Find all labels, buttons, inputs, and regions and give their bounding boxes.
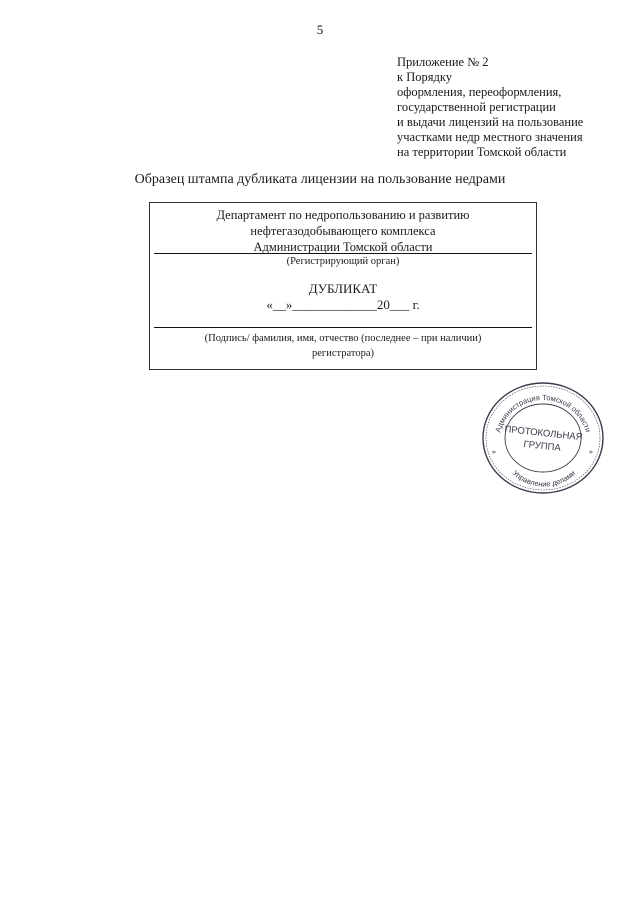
signature-rule bbox=[154, 327, 532, 328]
page-number: 5 bbox=[316, 22, 324, 37]
department-line: Администрации Томской области bbox=[253, 240, 433, 254]
seal-inner-line-2: ГРУППА bbox=[522, 439, 562, 454]
annex-line: к Порядку bbox=[397, 70, 452, 84]
annex-line: государственной регистрации bbox=[397, 100, 556, 114]
svg-text:*: * bbox=[492, 449, 496, 458]
document-title: Образец штампа дубликата лицензии на пользование недрами bbox=[134, 172, 506, 187]
annex-line: участками недр местного значения bbox=[397, 130, 583, 144]
seal-inner-line-1: ПРОТОКОЛЬНАЯ bbox=[503, 423, 584, 444]
annex-line: и выдачи лицензий на пользование bbox=[397, 115, 584, 129]
official-seal bbox=[479, 378, 607, 496]
annex-line: Приложение № 2 bbox=[397, 55, 489, 69]
date-line: «__»_____________20___ г. bbox=[266, 297, 420, 312]
department-name bbox=[150, 207, 536, 255]
seal-outer-text-bottom: Управление делами bbox=[510, 468, 578, 489]
annex-line: на территории Томской области bbox=[397, 145, 567, 159]
annex-line: оформления, переоформления, bbox=[397, 85, 562, 99]
department-line: нефтегазодобывающего комплекса bbox=[250, 224, 436, 238]
signature-caption-line: регистратора) bbox=[312, 348, 374, 359]
annex-reference bbox=[397, 55, 632, 160]
signature-caption-line: (Подпись/ фамилия, имя, отчество (последнее – при наличии) bbox=[204, 333, 482, 344]
registering-body-rule bbox=[154, 253, 532, 254]
duplicate-label: ДУБЛИКАТ bbox=[308, 281, 378, 296]
registering-body-caption: (Регистрирующий орган) bbox=[286, 256, 400, 267]
svg-text:*: * bbox=[589, 449, 593, 458]
seal-outer-text-top: Администрация Томской области bbox=[493, 392, 593, 434]
department-line: Департамент по недропользованию и развитию bbox=[216, 208, 470, 222]
signature-caption bbox=[150, 331, 536, 361]
duplicate-stamp-sample bbox=[149, 202, 537, 370]
